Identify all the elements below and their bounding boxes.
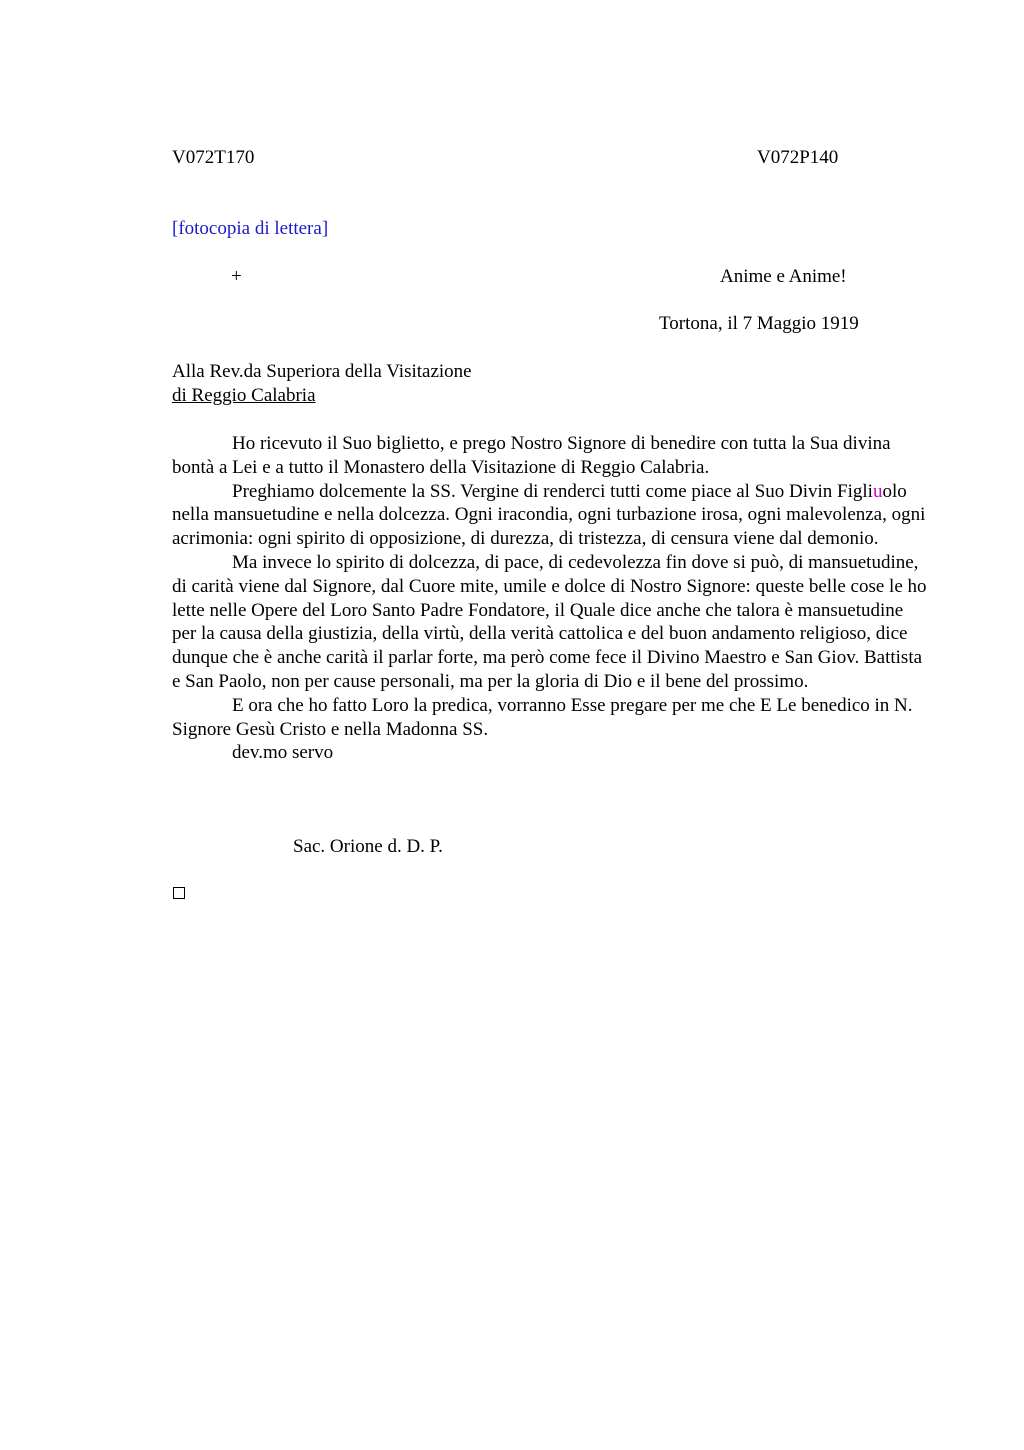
paragraph-3: Ma invece lo spirito di dolcezza, di pace, di cedevolezza fin dove si può, di mansuetudine, di carità viene dal Signore, dal Cuore mite, umile e dolce di Nostro Signore: queste belle cose le ho lette nelle Opere del Loro Santo Padre Fondatore, il Quale dice anche che talora è mansuetudine per la causa della giustizia, della virtù, della verità cattolica e del buon andamento religioso, dice dunque che è anche carità il parlar forte, ma però come fece il Divino Maestro e San Giov. Battista e San Paolo, non per cause personali, ma per la gloria di Dio e il bene del prossimo. (172, 551, 927, 692)
checkbox-square-icon (173, 887, 185, 899)
document-code-left: V072T170 (172, 147, 255, 168)
document-code-right: V072P140 (757, 147, 839, 168)
date-line: Tortona, il 7 Maggio 1919 (659, 313, 859, 334)
highlighted-letter: u (872, 480, 883, 502)
cross-symbol: + (231, 266, 242, 287)
paragraph-2-start: Preghiamo dolcemente la SS. Vergine di renderci tutti come piace al Suo Divin Figli (232, 480, 873, 502)
recipient-line-2: di Reggio Calabria (172, 385, 316, 406)
paragraph-1: Ho ricevuto il Suo biglietto, e prego Nostro Signore di benedire con tutta la Sua divina bontà a Lei e a tutto il Monastero della Visitazione di Reggio Calabria. (172, 433, 891, 478)
motto: Anime e Anime! (720, 266, 847, 287)
closing-formula: dev.mo servo (232, 742, 334, 764)
recipient-line-1: Alla Rev.da Superiora della Visitazione (172, 361, 472, 382)
photocopy-note: [fotocopia di lettera] (172, 218, 329, 239)
letter-body (172, 432, 932, 765)
signature: Sac. Orione d. D. P. (293, 836, 443, 857)
paragraph-2-end: olo nella mansuetudine e nella dolcezza. Ogni iracondia, ogni turbazione irosa, ogni malevolenza, ogni acrimonia: ogni spirito di opposizione, di durezza, di tristezza, di censura viene dal demonio. (172, 480, 926, 550)
paragraph-4: E ora che ho fatto Loro la predica, vorranno Esse pregare per me che E Le benedico in N. Signore Gesù Cristo e nella Madonna SS. (172, 694, 913, 740)
paragraph-2 (172, 480, 932, 551)
